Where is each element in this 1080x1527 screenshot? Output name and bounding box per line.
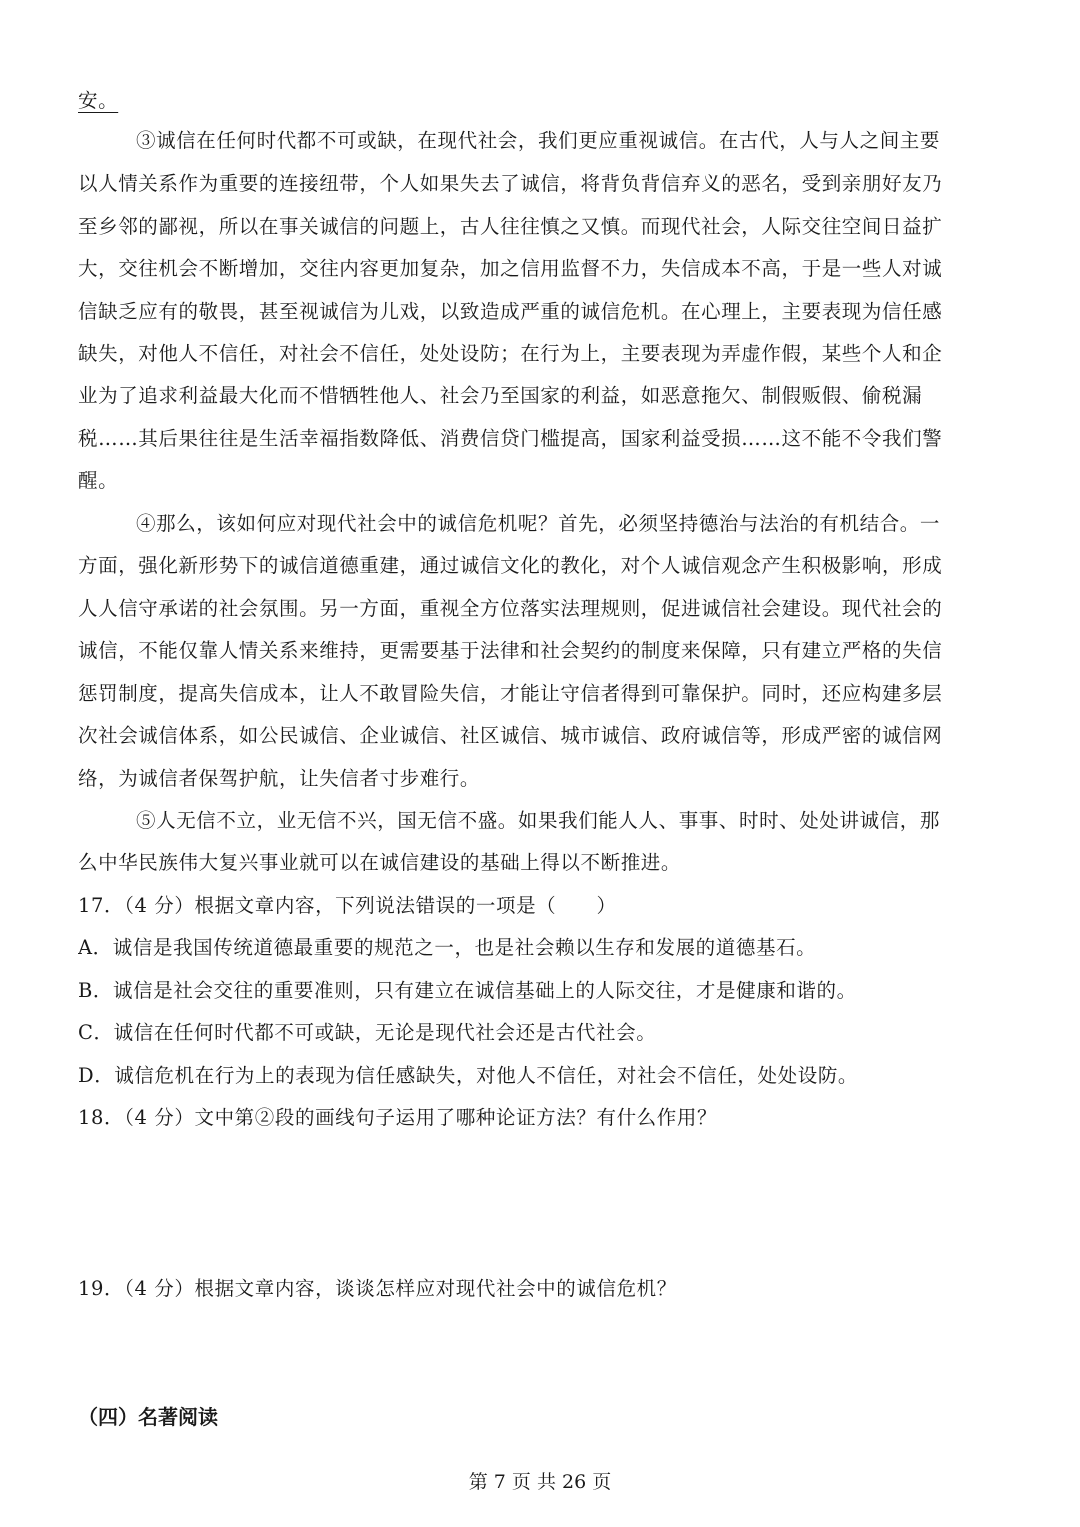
para4-line-6: 次社会诚信体系，如公民诚信、企业诚信、社区诚信、城市诚信、政府诚信等，形成严密的诚信网: [78, 724, 943, 747]
question-19-stem: 19．（4 分）根据文章内容，谈谈怎样应对现代社会中的诚信危机？: [78, 1277, 677, 1300]
para3-line-7: 业为了追求利益最大化而不惜牺牲他人、社会乃至国家的利益，如恶意拖欠、制假贩假、偷税漏: [78, 384, 923, 407]
para4-line-7: 络，为诚信者保驾护航，让失信者寸步难行。: [78, 767, 481, 790]
question-17-option-b: B．诚信是社会交往的重要准则，只有建立在诚信基础上的人际交往，才是健康和谐的。: [78, 979, 857, 1002]
question-17-stem: 17．（4 分）根据文章内容，下列说法错误的一项是（ ）: [78, 894, 617, 917]
question-17-option-c: C．诚信在任何时代都不可或缺，无论是现代社会还是古代社会。: [78, 1021, 657, 1044]
section-heading: （四）名著阅读: [78, 1405, 218, 1429]
para3-line-6: 缺失，对他人不信任，对社会不信任，处处设防；在行为上，主要表现为弄虚作假，某些个人和企: [78, 342, 943, 365]
para3-line-4: 大，交往机会不断增加，交往内容更加复杂，加之信用监督不力，失信成本不高，于是一些人对诚: [78, 257, 943, 280]
para5-line-2: 么中华民族伟大复兴事业就可以在诚信建设的基础上得以不断推进。: [78, 851, 682, 874]
para3-line-8: 税……其后果往往是生活幸福指数降低、消费信贷门槛提高，国家利益受损……这不能不令我们警: [78, 427, 943, 450]
para2-end-line: 安。: [78, 89, 119, 112]
para3-line-1: ③诚信在任何时代都不可或缺，在现代社会，我们更应重视诚信。在古代，人与人之间主要: [136, 129, 941, 152]
para5-line-1: ⑤人无信不立，业无信不兴，国无信不盛。如果我们能人人、事事、时时、处处讲诚信，那: [136, 809, 941, 832]
para3-line-9: 醒。: [78, 469, 119, 492]
para4-line-3: 人人信守承诺的社会氛围。另一方面，重视全方位落实法理规则，促进诚信社会建设。现代社会的: [78, 597, 943, 620]
para3-line-3: 至乡邻的鄙视，所以在事关诚信的问题上，古人往往慎之又慎。而现代社会，人际交往空间日益扩: [78, 215, 943, 238]
para3-line-5: 信缺乏应有的敬畏，甚至视诚信为儿戏，以致造成严重的诚信危机。在心理上，主要表现为信任感: [78, 300, 943, 323]
para4-line-4: 诚信，不能仅靠人情关系来维持，更需要基于法律和社会契约的制度来保障，只有建立严格的失信: [78, 639, 943, 662]
page-footer: 第 7 页 共 26 页: [468, 1471, 612, 1493]
para3-line-2: 以人情关系作为重要的连接纽带，个人如果失去了诚信，将背负背信弃义的恶名，受到亲朋好友乃: [78, 172, 943, 195]
question-18-stem: 18．（4 分）文中第②段的画线句子运用了哪种论证方法？有什么作用？: [78, 1106, 718, 1129]
para4-line-1: ④那么，该如何应对现代社会中的诚信危机呢？首先，必须坚持德治与法治的有机结合。一: [136, 512, 941, 535]
question-17-option-d: D．诚信危机在行为上的表现为信任感缺失，对他人不信任，对社会不信任，处处设防。: [78, 1064, 859, 1087]
para4-line-5: 惩罚制度，提高失信成本，让人不敢冒险失信，才能让守信者得到可靠保护。同时，还应构建多层: [78, 682, 943, 705]
para4-line-2: 方面，强化新形势下的诚信道德重建，通过诚信文化的教化，对个人诚信观念产生积极影响，形成: [78, 554, 943, 577]
question-17-option-a: A．诚信是我国传统道德最重要的规范之一，也是社会赖以生存和发展的道德基石。: [78, 936, 817, 959]
